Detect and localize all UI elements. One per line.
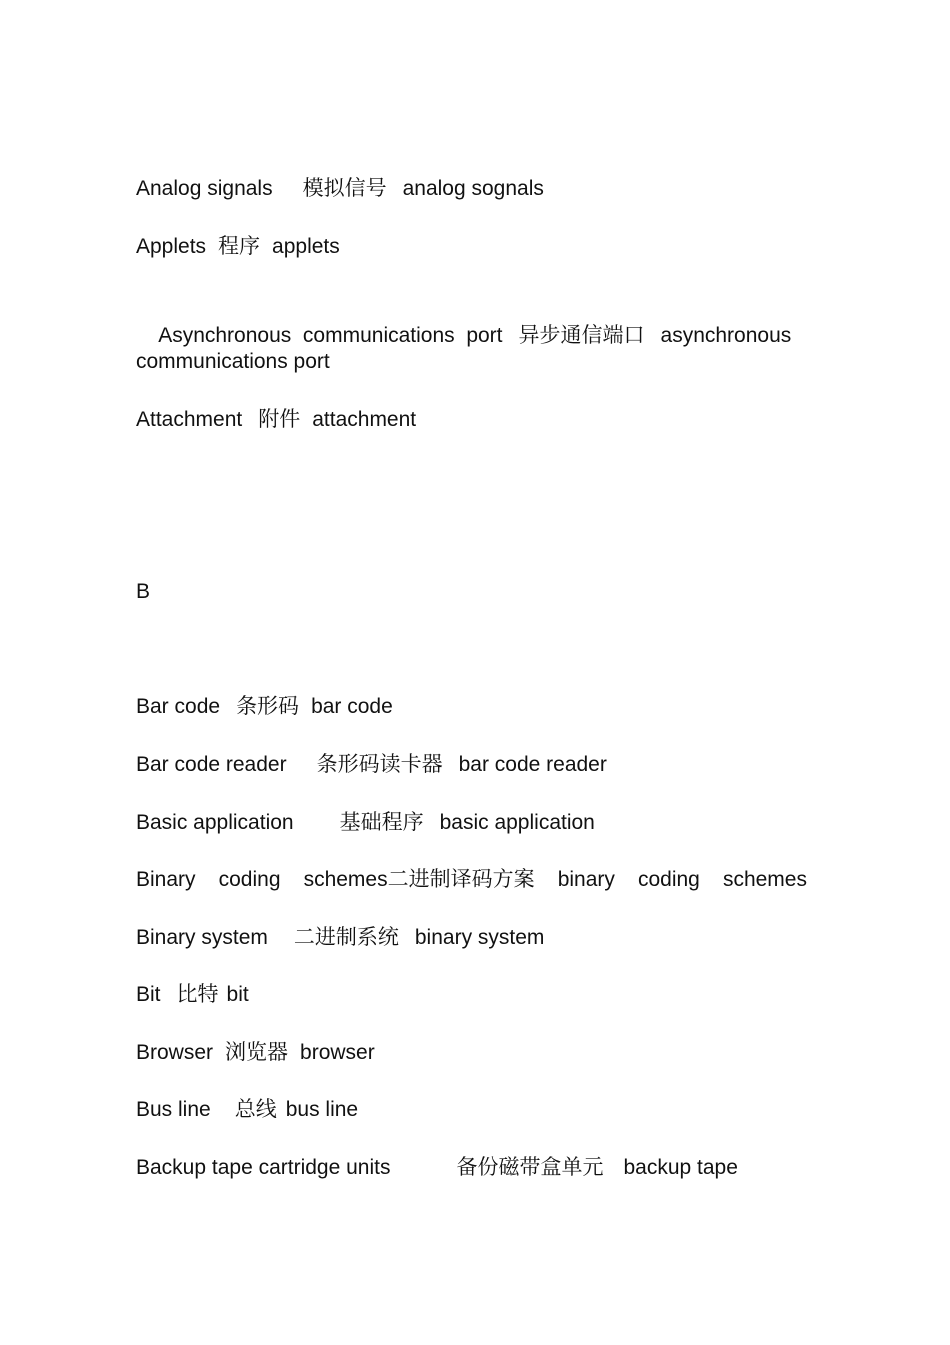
term-en: Binary system (136, 926, 268, 949)
term-en: Applets (136, 235, 207, 258)
glossary-entry-browser (136, 1037, 816, 1069)
term-zh: 异步通信端口 (518, 324, 645, 347)
term-continuation: communications port (136, 350, 330, 373)
term-lower: analog sognals (402, 177, 544, 200)
glossary-entry-attachment (136, 404, 816, 436)
glossary-entry-binary-system (136, 922, 816, 954)
glossary-entry-bar-code-reader (136, 749, 816, 781)
glossary-entry-analog-signals (136, 173, 816, 205)
term-en: Backup tape cartridge units (136, 1156, 391, 1179)
term-lower: bar code (311, 695, 393, 718)
section-heading (136, 576, 816, 608)
term-en: Attachment (136, 408, 243, 431)
term-en: Analog signals (136, 177, 273, 200)
glossary-entry-bit (136, 979, 816, 1011)
glossary-entry-backup-tape (136, 1152, 816, 1184)
term-word: schemes二进制译码方案 (303, 868, 535, 891)
term-zh: 比特 (176, 983, 219, 1006)
term-word: Binary (136, 868, 196, 891)
term-zh: 附件 (258, 408, 301, 431)
term-zh: 浏览器 (225, 1041, 289, 1064)
term-zh: 备份磁带盒单元 (456, 1156, 604, 1179)
term-en: Bit (136, 983, 161, 1006)
term-word: schemes (722, 868, 807, 891)
term-lower: browser (300, 1041, 375, 1064)
term-lower: bus line (285, 1098, 359, 1121)
glossary-entry-continuation (136, 346, 816, 378)
glossary-entry-async-port (136, 288, 816, 347)
term-en: Asynchronous communications port (158, 324, 503, 347)
term-en: Bus line (136, 1098, 211, 1121)
glossary-entry-basic-application (136, 807, 816, 839)
term-zh: 模拟信号 (302, 177, 387, 200)
glossary-entry-bar-code (136, 691, 816, 723)
term-lower: backup tape (623, 1156, 738, 1179)
term-zh: 二进制系统 (293, 926, 399, 949)
term-zh: 条形码 (236, 695, 300, 718)
term-lower: asynchronous (660, 324, 792, 347)
term-zh: 条形码读卡器 (316, 753, 443, 776)
term-word: coding (218, 868, 281, 891)
term-en: Bar code (136, 695, 221, 718)
term-word: binary (557, 868, 615, 891)
term-lower: basic application (439, 811, 595, 834)
section-letter: B (136, 580, 151, 603)
term-lower: binary system (414, 926, 545, 949)
glossary-entry-bus-line (136, 1094, 816, 1126)
glossary-entry-binary-coding-schemes (136, 864, 807, 896)
term-zh: 总线 (234, 1098, 277, 1121)
term-en: Bar code reader (136, 753, 287, 776)
glossary-entry-applets (136, 231, 816, 263)
term-lower: bit (226, 983, 249, 1006)
term-word: coding (637, 868, 700, 891)
term-zh: 程序 (218, 235, 261, 258)
term-en: Basic application (136, 811, 294, 834)
term-lower: bar code reader (458, 753, 607, 776)
term-lower: applets (272, 235, 340, 258)
term-lower: attachment (312, 408, 417, 431)
term-zh: 基础程序 (339, 811, 424, 834)
term-en: Browser (136, 1041, 214, 1064)
